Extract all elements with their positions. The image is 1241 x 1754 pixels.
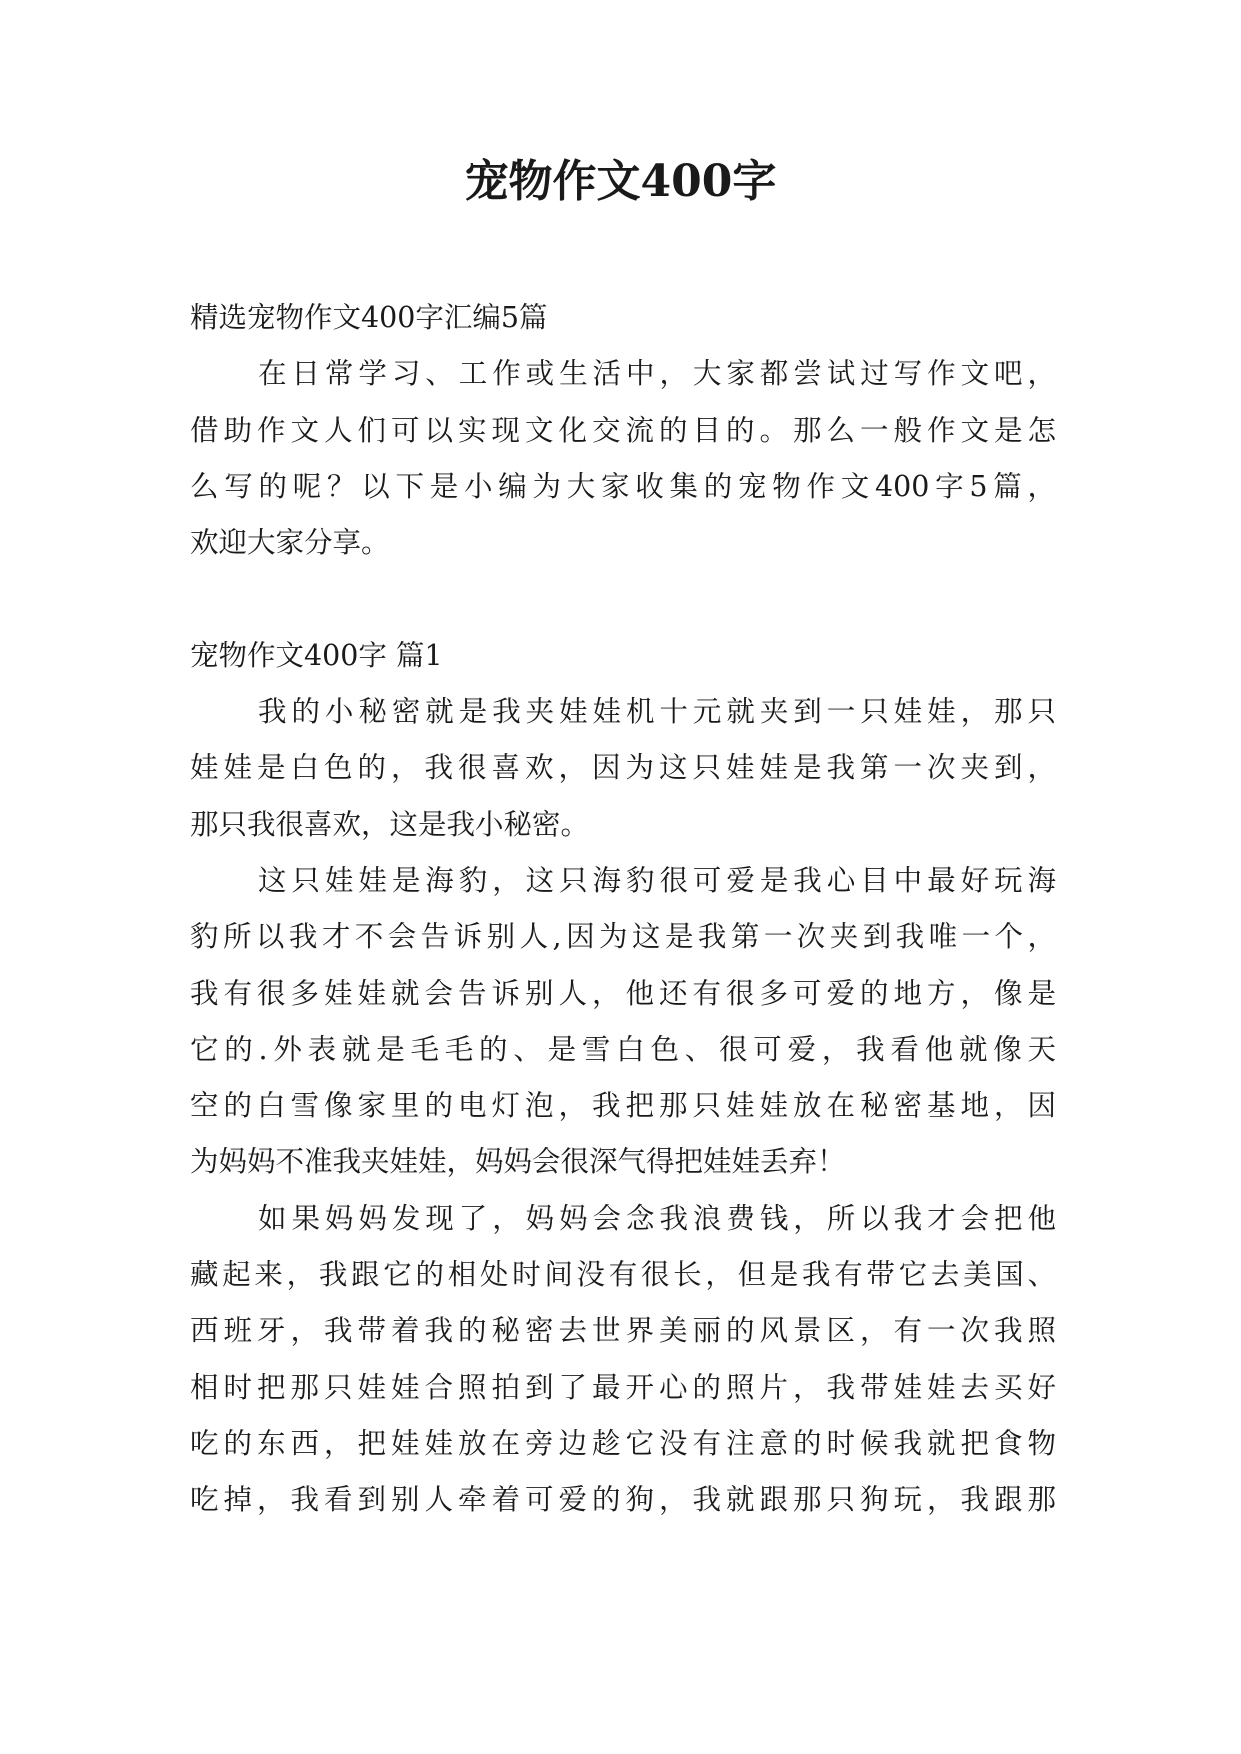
paragraph-line: 藏起来，我跟它的相处时间没有很长，但是我有带它去美国、 — [190, 1258, 1056, 1292]
paragraph-gap — [190, 571, 1056, 627]
paragraph-line: 我的小秘密就是我夹娃娃机十元就夹到一只娃娃，那只 — [258, 695, 1056, 729]
paragraph-line: 相时把那只娃娃合照拍到了最开心的照片，我带娃娃去买好 — [190, 1370, 1056, 1404]
paragraph-line: 那只我很喜欢，这是我小秘密。 — [190, 807, 590, 841]
section-heading: 宠物作文400字 篇1 — [190, 638, 443, 672]
paragraph-line: 西班牙，我带着我的秘密去世界美丽的风景区，有一次我照 — [190, 1314, 1056, 1348]
intro-line: 借助作文人们可以实现文化交流的目的。那么一般作文是怎 — [190, 413, 1056, 447]
paragraph-line: 吃掉，我看到别人牵着可爱的狗，我就跟那只狗玩，我跟那 — [190, 1483, 1056, 1517]
document-subtitle: 精选宠物作文400字汇编5篇 — [190, 301, 548, 334]
paragraph-line: 这只娃娃是海豹，这只海豹很可爱是我心目中最好玩海 — [258, 863, 1056, 897]
paragraph-line: 我有很多娃娃就会告诉别人，他还有很多可爱的地方，像是 — [190, 976, 1056, 1010]
paragraph-line: 空的白雪像家里的电灯泡，我把那只娃娃放在秘密基地，因 — [190, 1089, 1056, 1123]
paragraph-line: 吃的东西，把娃娃放在旁边趁它没有注意的时候我就把食物 — [190, 1426, 1056, 1460]
paragraph-line: 为妈妈不准我夹娃娃，妈妈会很深气得把娃娃丢弃！ — [190, 1145, 846, 1179]
paragraph-line: 豹所以我才不会告诉别人,因为这是我第一次夹到我唯一个， — [190, 920, 1056, 954]
intro-line: 在日常学习、工作或生活中，大家都尝试过写作文吧， — [258, 357, 1056, 391]
document-body — [190, 290, 1056, 1529]
paragraph-line: 如果妈妈发现了，妈妈会念我浪费钱，所以我才会把他 — [258, 1201, 1056, 1235]
paragraph-line: 它的.外表就是毛毛的、是雪白色、很可爱，我看他就像天 — [190, 1032, 1056, 1066]
intro-line: 么写的呢？以下是小编为大家收集的宠物作文400字5篇， — [190, 469, 1056, 503]
document-title: 宠物作文400字 — [464, 156, 777, 207]
paragraph-line: 娃娃是白色的，我很喜欢，因为这只娃娃是我第一次夹到， — [190, 751, 1056, 785]
intro-line: 欢迎大家分享。 — [190, 526, 390, 560]
